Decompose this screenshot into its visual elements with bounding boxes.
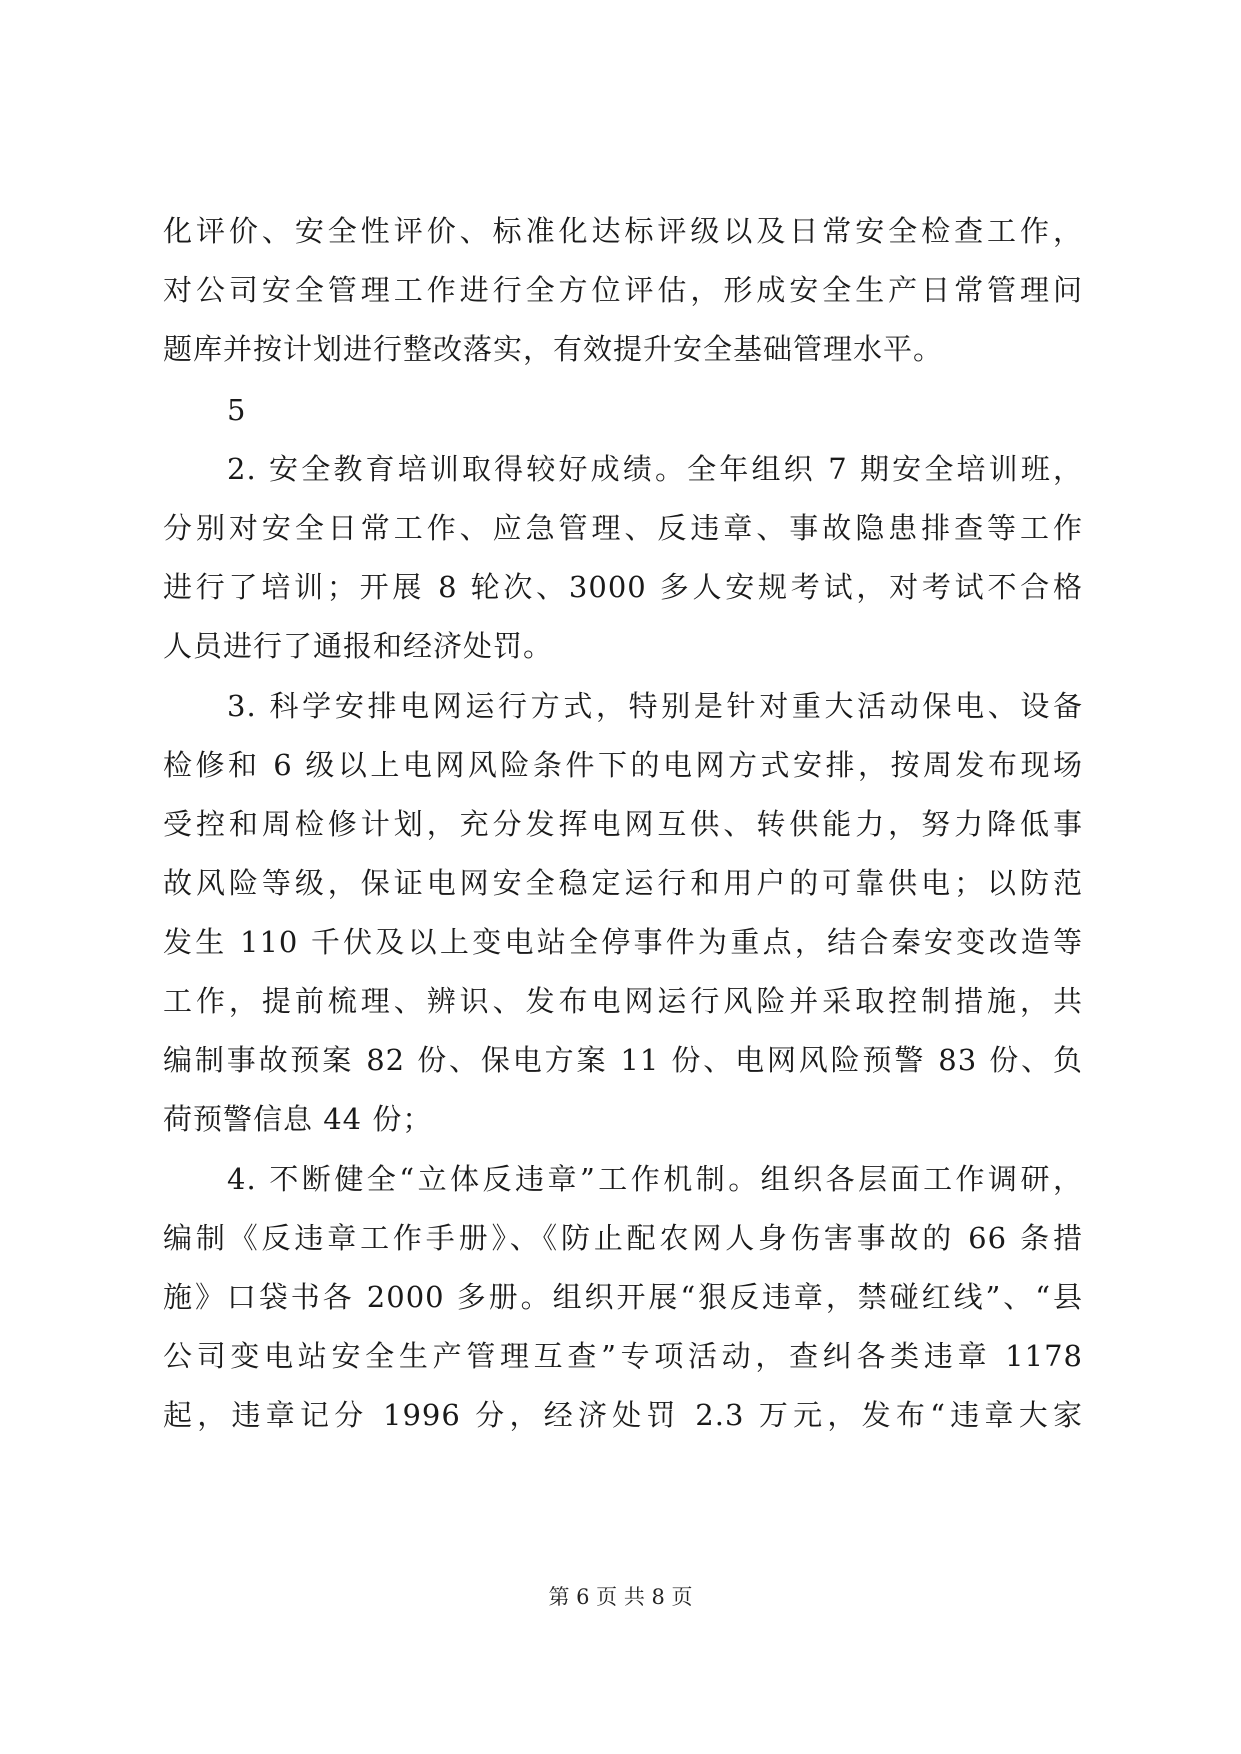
page-footer: 第 6 页 共 8 页 — [548, 1585, 693, 1609]
body-line: 人员进行了通报和经济处罚。 — [163, 629, 554, 663]
body-line: 对公司安全管理工作进行全方位评估，形成安全生产日常管理问 — [163, 273, 1083, 307]
paragraph-4-heading-line: 4. 不断健全“立体反违章”工作机制。组织各层面工作调研， — [227, 1162, 1083, 1196]
body-line: 进行了培训；开展 8 轮次、3000 多人安规考试，对考试不合格 — [163, 570, 1083, 604]
body-line: 荷预警信息 44 份； — [163, 1102, 433, 1136]
paragraph-3-heading-line: 3. 科学安排电网运行方式，特别是针对重大活动保电、设备 — [227, 689, 1083, 723]
body-line: 公司变电站安全生产管理互查”专项活动，查纠各类违章 1178 — [163, 1339, 1083, 1373]
body-line: 检修和 6 级以上电网风险条件下的电网方式安排，按周发布现场 — [163, 748, 1083, 782]
body-line: 分别对安全日常工作、应急管理、反违章、事故隐患排查等工作 — [163, 511, 1083, 545]
page-number-marker: 5 — [227, 393, 247, 427]
body-line: 题库并按计划进行整改落实，有效提升安全基础管理水平。 — [163, 332, 944, 366]
body-line: 施》口袋书各 2000 多册。组织开展“狠反违章，禁碰红线”、“县 — [163, 1280, 1083, 1314]
body-line: 起，违章记分 1996 分，经济处罚 2.3 万元，发布“违章大家 — [163, 1398, 1083, 1432]
paragraph-2-heading-line: 2. 安全教育培训取得较好成绩。全年组织 7 期安全培训班， — [227, 452, 1083, 486]
body-line: 工作，提前梳理、辨识、发布电网运行风险并采取控制措施，共 — [163, 984, 1083, 1018]
body-line: 故风险等级，保证电网安全稳定运行和用户的可靠供电；以防范 — [163, 866, 1083, 900]
body-line: 受控和周检修计划，充分发挥电网互供、转供能力，努力降低事 — [163, 807, 1083, 841]
body-line: 化评价、安全性评价、标准化达标评级以及日常安全检查工作， — [163, 214, 1083, 248]
body-line: 编制事故预案 82 份、保电方案 11 份、电网风险预警 83 份、负 — [163, 1043, 1083, 1077]
body-line: 编制《反违章工作手册》、《防止配农网人身伤害事故的 66 条措 — [163, 1221, 1083, 1255]
body-line: 发生 110 千伏及以上变电站全停事件为重点，结合秦安变改造等 — [163, 925, 1083, 959]
